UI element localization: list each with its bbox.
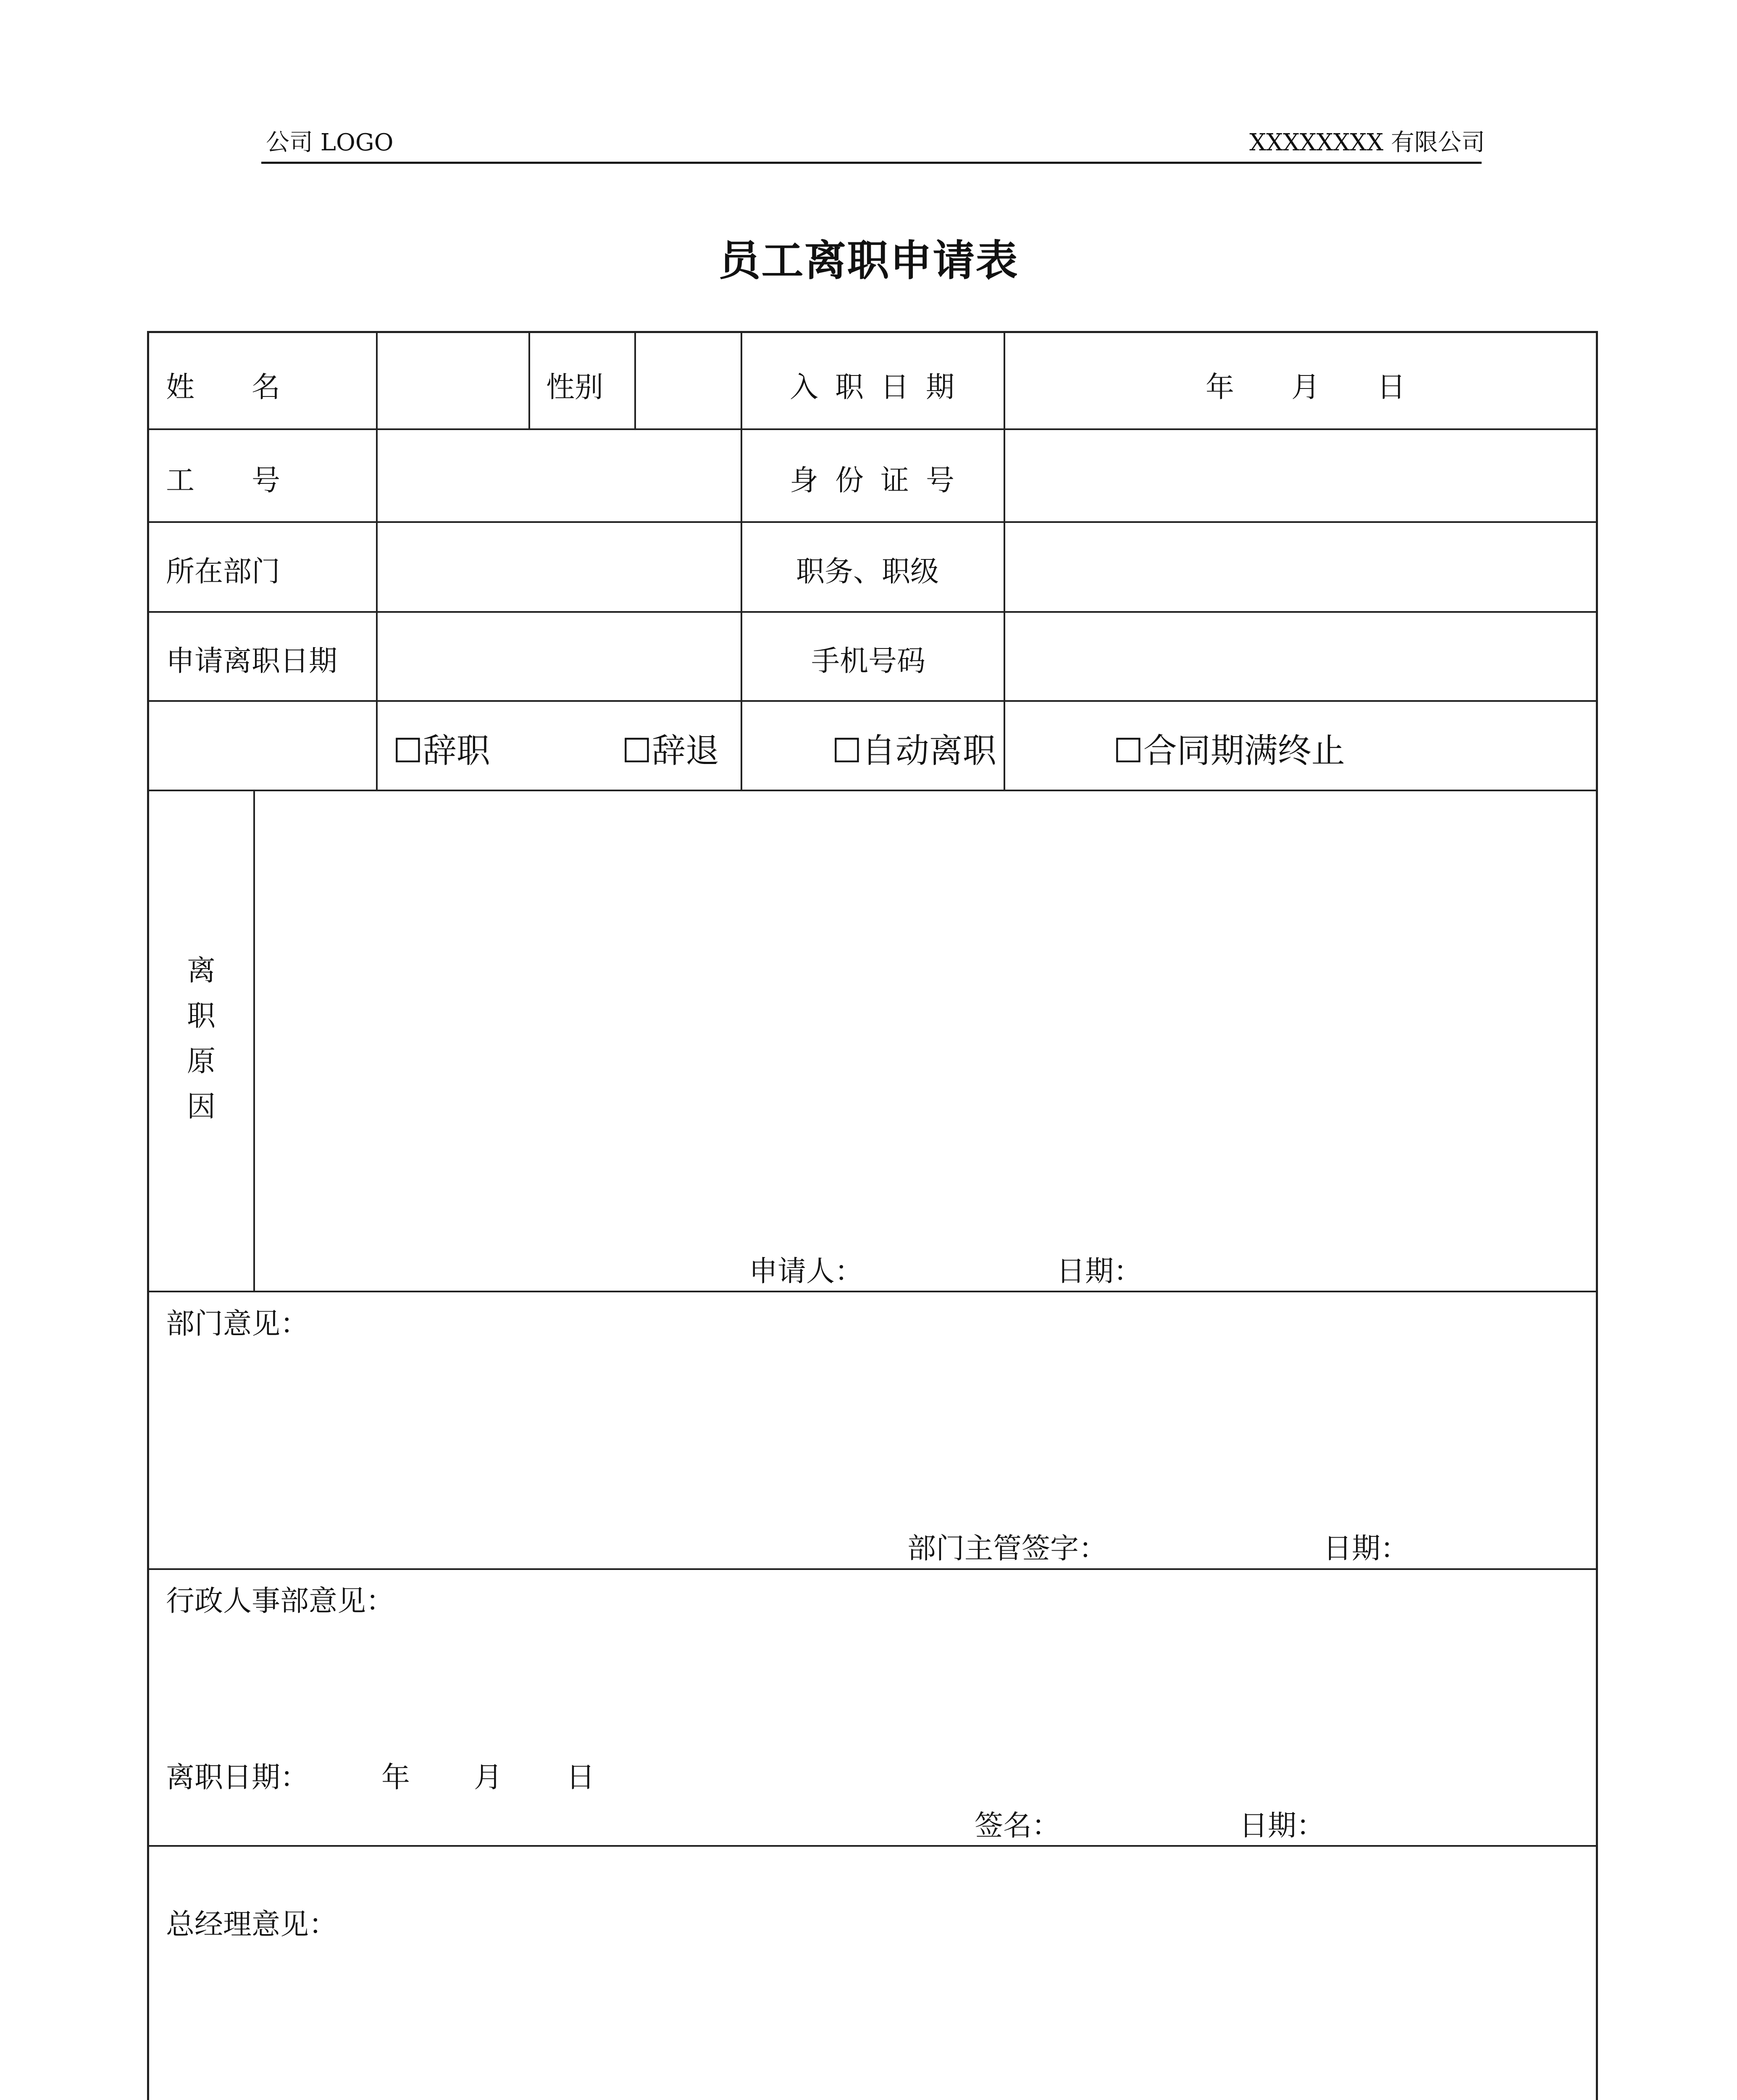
header-divider: [261, 162, 1482, 164]
row-divider: [149, 1291, 1596, 1292]
leave-date-label: 离职日期：: [166, 1761, 309, 1794]
type-dismiss-checkbox[interactable]: ☐辞退: [622, 731, 719, 770]
column-divider: [253, 790, 255, 1291]
leave-month: 月: [474, 1761, 503, 1794]
column-divider: [528, 333, 530, 428]
position-label: 职务、职级: [796, 555, 939, 588]
reason-label: [184, 948, 218, 1130]
hire-date-value: 年 月 日: [1206, 371, 1406, 404]
hr-sign-label: 签名：: [975, 1809, 1061, 1843]
dept-supervisor-sign-label: 部门主管签字：: [907, 1532, 1108, 1565]
company-logo-placeholder: 公司 LOGO: [266, 129, 394, 156]
type-auto-leave-checkbox[interactable]: ☐自动离职: [832, 731, 996, 770]
reason-date-label: 日期：: [1056, 1255, 1143, 1288]
reason-label-char: 原: [187, 1045, 215, 1078]
dept-date-label: 日期：: [1323, 1532, 1409, 1565]
gender-label: 性别: [546, 371, 604, 404]
employee-id-label: 工 号: [166, 464, 281, 497]
form-title: 员工离职申请表: [718, 236, 1019, 285]
column-divider: [376, 333, 378, 790]
row-divider: [149, 611, 1596, 613]
reason-label-char: 因: [187, 1090, 215, 1124]
name-label: 姓 名: [166, 371, 281, 404]
department-label: 所在部门: [166, 555, 281, 588]
column-divider: [741, 333, 742, 790]
hr-opinion-label: 行政人事部意见：: [166, 1585, 395, 1618]
id-number-label: 身份证号: [790, 464, 972, 497]
column-divider: [634, 333, 636, 428]
company-name: XXXXXXXX 有限公司: [1249, 129, 1485, 156]
row-divider: [149, 428, 1596, 430]
gm-opinion-label: 总经理意见：: [166, 1908, 338, 1941]
type-contract-end-checkbox[interactable]: ☐合同期满终止: [1113, 731, 1345, 770]
apply-date-label: 申请离职日期: [166, 645, 338, 678]
resignation-form-table: [147, 331, 1598, 2100]
row-divider: [149, 700, 1596, 702]
reason-label-char: 职: [187, 1000, 215, 1033]
hire-date-label: 入职日期: [790, 371, 972, 404]
leave-day: 日: [566, 1761, 595, 1794]
type-resign-checkbox[interactable]: ☐辞职: [393, 731, 490, 770]
row-divider: [149, 1568, 1596, 1570]
row-divider: [149, 790, 1596, 791]
applicant-label: 申请人：: [749, 1255, 864, 1288]
column-divider: [1004, 333, 1005, 790]
row-divider: [149, 521, 1596, 523]
reason-label-char: 离: [187, 954, 215, 987]
row-divider: [149, 1845, 1596, 1847]
phone-label: 手机号码: [811, 645, 926, 678]
leave-year: 年: [381, 1761, 410, 1794]
hr-date-label: 日期：: [1239, 1809, 1325, 1843]
dept-opinion-label: 部门意见：: [166, 1307, 309, 1341]
